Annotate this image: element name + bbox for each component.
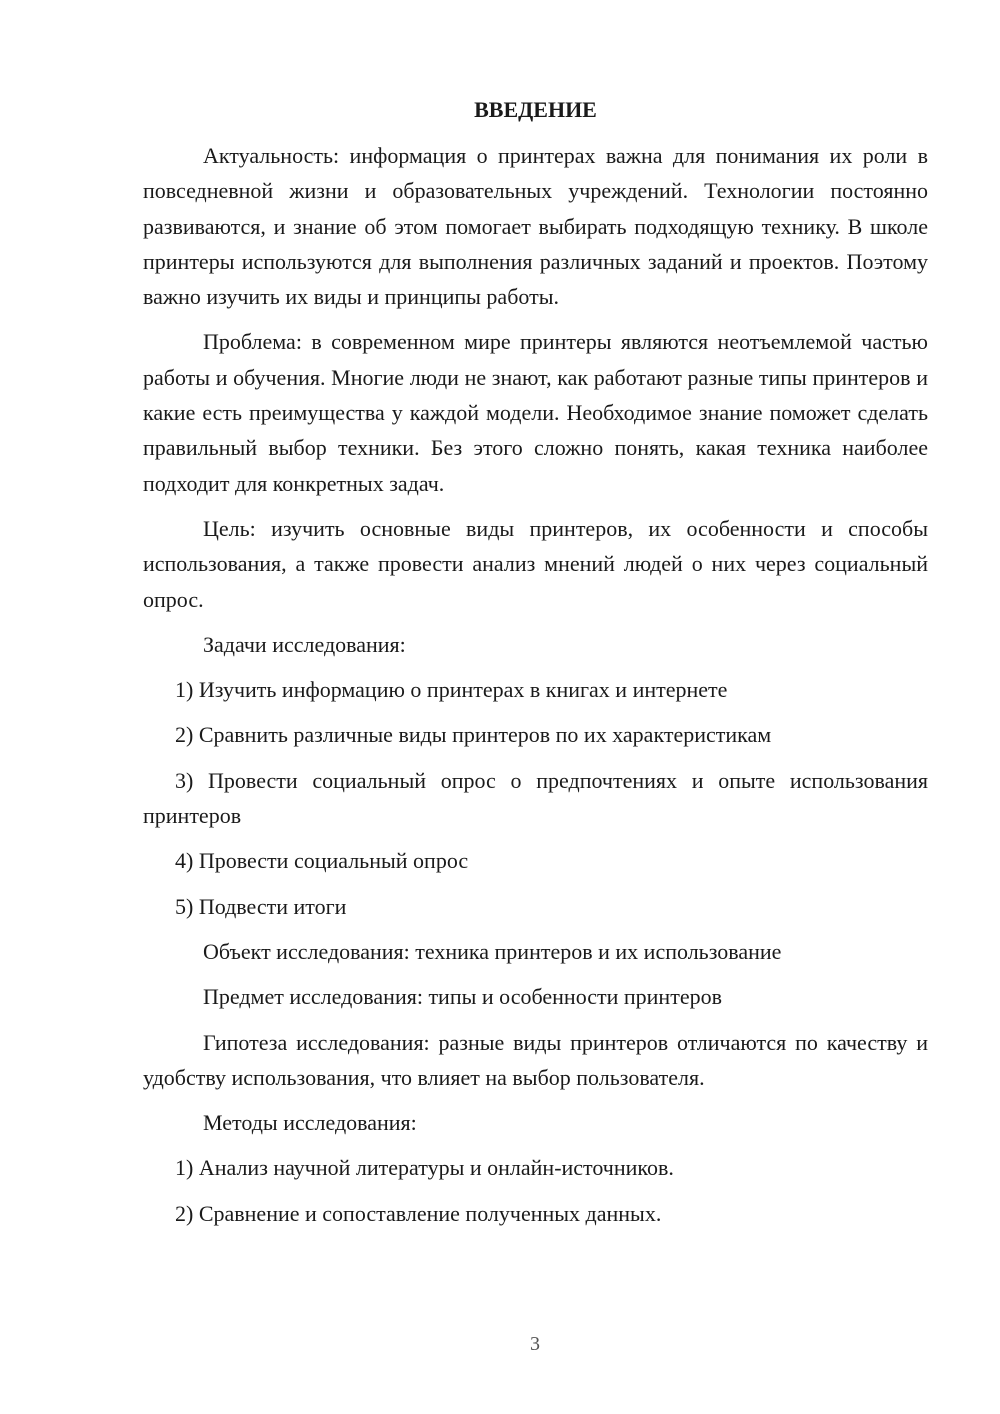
- task-item: 2) Сравнить различные виды принтеров по их характеристикам: [175, 722, 772, 748]
- task-item: 4) Провести социальный опрос: [175, 848, 469, 874]
- methods-heading: Методы исследования:: [203, 1110, 417, 1136]
- method-item: 2) Сравнение и сопоставление полученных данных.: [175, 1200, 662, 1226]
- page-number: 3: [530, 1333, 540, 1355]
- problem-paragraph: Проблема: в современном мире принтеры являются неотъемлемой частью работы и обучения. Многие люди не знают, как работают разные типы принтеров и какие есть преимущества у каждой модели. Необходимое знание поможет сделать правильный выбор техники. Без этого сложно понять, какая техника наиболее подходит для конкретных задач.: [143, 329, 928, 496]
- relevance-paragraph: Актуальность: информация о принтерах важна для понимания их роли в повседневной жизни и образовательных учреждений. Технологии постоянно развиваются, и знание об этом помогает выбирать подходящую технику. В школе принтеры используются для выполнения различных заданий и проектов. Поэтому важно изучить их виды и принципы работы.: [143, 143, 928, 310]
- subject-paragraph: Предмет исследования: типы и особенности принтеров: [203, 984, 722, 1010]
- document-page: [143, 92, 928, 1241]
- method-item: 1) Анализ научной литературы и онлайн-источников.: [175, 1155, 674, 1181]
- task-item: 3) Провести социальный опрос о предпочтениях и опыте использования принтеров: [143, 767, 928, 829]
- task-item: 5) Подвести итоги: [175, 893, 347, 919]
- object-paragraph: Объект исследования: техника принтеров и их использование: [203, 938, 782, 964]
- task-item: 1) Изучить информацию о принтерах в книгах и интернете: [175, 677, 728, 703]
- hypothesis-paragraph: Гипотеза исследования: разные виды принтеров отличаются по качеству и удобству использования, что влияет на выбор пользователя.: [143, 1029, 928, 1090]
- tasks-heading: Задачи исследования:: [203, 631, 406, 657]
- section-title: ВВЕДЕНИЕ: [474, 97, 597, 122]
- goal-paragraph: Цель: изучить основные виды принтеров, их особенности и способы использования, а также провести анализ мнений людей о них через социальный опрос.: [143, 515, 928, 612]
